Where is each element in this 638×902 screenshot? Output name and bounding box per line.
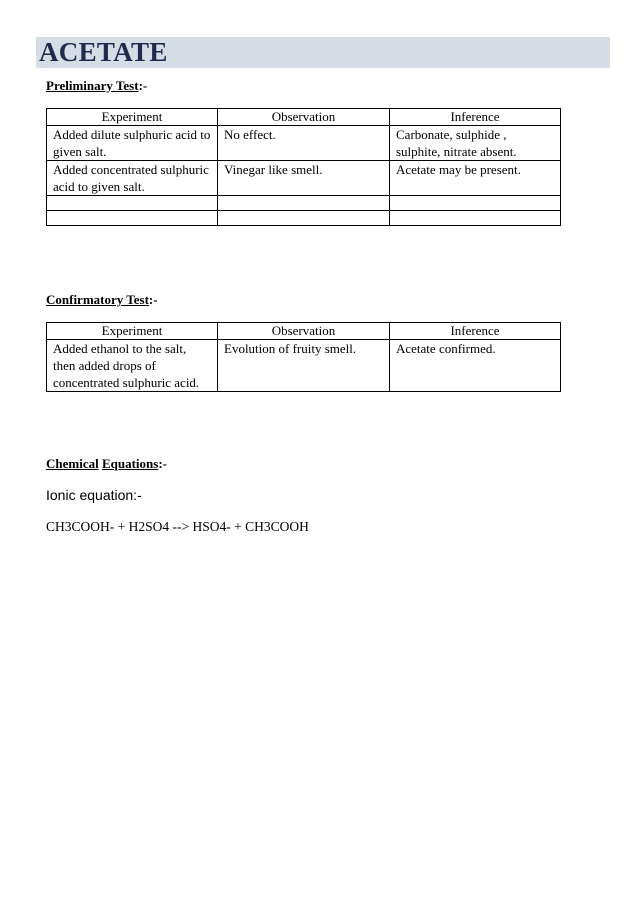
page-title: ACETATE (39, 37, 168, 67)
column-header-inference: Inference (390, 323, 561, 340)
column-header-observation: Observation (218, 109, 390, 126)
preliminary-test-heading-label: Preliminary Test (46, 78, 139, 93)
table-header-row (47, 109, 561, 126)
cell-experiment: Added concentrated sulphuric acid to given salt. (47, 161, 218, 196)
cell-experiment (47, 211, 218, 226)
confirmatory-test-heading (46, 292, 158, 308)
column-header-experiment: Experiment (47, 109, 218, 126)
cell-inference: Acetate confirmed. (390, 340, 561, 392)
table-row (47, 161, 561, 196)
cell-inference (390, 196, 561, 211)
ionic-equation-label: Ionic equation:- (46, 487, 142, 503)
table-row (47, 211, 561, 226)
column-header-observation: Observation (218, 323, 390, 340)
preliminary-test-heading (46, 78, 147, 94)
chemical-equations-heading-word1: Chemical (46, 456, 99, 471)
cell-observation (218, 211, 390, 226)
cell-experiment (47, 196, 218, 211)
preliminary-test-table (46, 108, 561, 226)
cell-observation (218, 196, 390, 211)
cell-observation: No effect. (218, 126, 390, 161)
preliminary-test-heading-suffix: :- (138, 78, 148, 93)
cell-inference: Carbonate, sulphide , sulphite, nitrate absent. (390, 126, 561, 161)
cell-observation: Evolution of fruity smell. (218, 340, 390, 392)
chemical-equations-heading-word2: Equations (101, 456, 159, 471)
confirmatory-test-heading-suffix: :- (148, 292, 158, 307)
cell-experiment: Added dilute sulphuric acid to given salt. (47, 126, 218, 161)
chemical-equation: CH3COOH- + H2SO4 --> HSO4- + CH3COOH (46, 519, 309, 534)
table-row (47, 196, 561, 211)
chemical-equations-heading (46, 456, 167, 472)
chemical-equations-heading-suffix: :- (158, 456, 168, 471)
cell-inference (390, 211, 561, 226)
cell-inference: Acetate may be present. (390, 161, 561, 196)
table-header-row (47, 323, 561, 340)
title-bar (36, 37, 610, 68)
cell-observation: Vinegar like smell. (218, 161, 390, 196)
cell-experiment: Added ethanol to the salt, then added drops of concentrated sulphuric acid. (47, 340, 218, 392)
column-header-inference: Inference (390, 109, 561, 126)
table-row (47, 340, 561, 392)
confirmatory-test-table (46, 322, 561, 392)
column-header-experiment: Experiment (47, 323, 218, 340)
confirmatory-test-heading-label: Confirmatory Test (46, 292, 149, 307)
table-row (47, 126, 561, 161)
